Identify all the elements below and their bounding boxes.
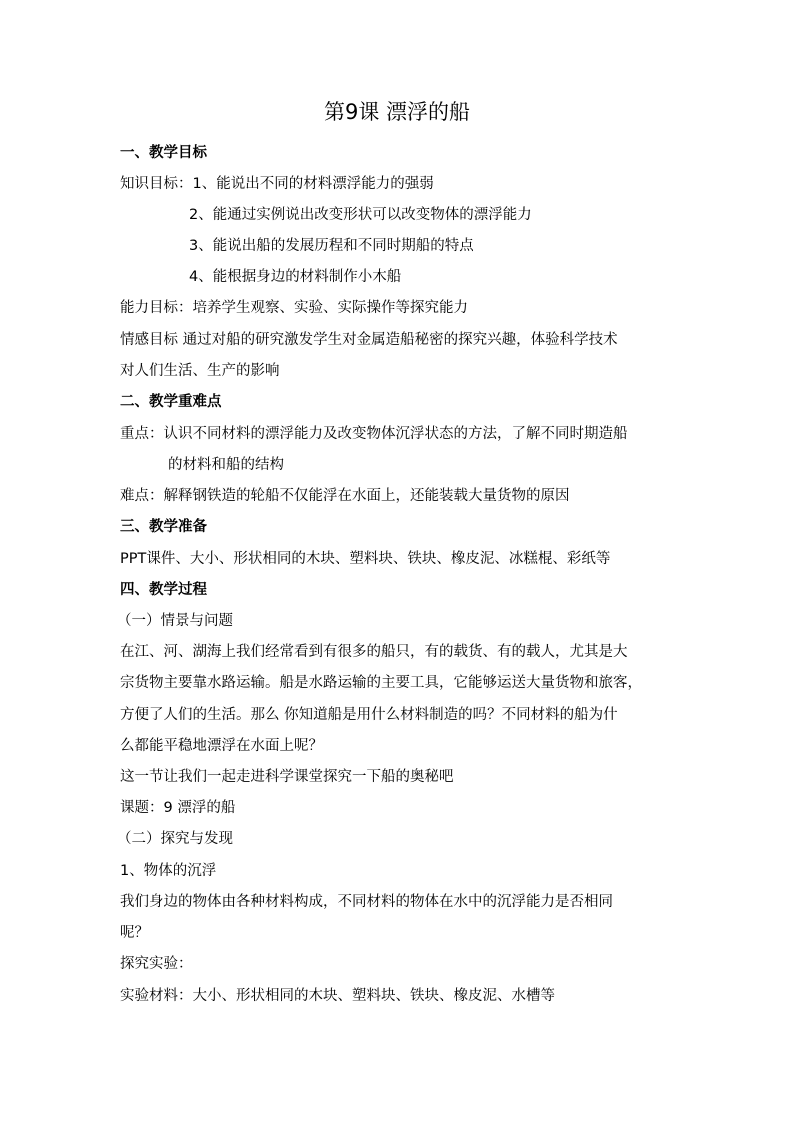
section-heading-preparation: 三、教学准备 [120, 519, 207, 535]
scenario-paragraph-line-1: 在江、河、湖海上我们经常看到有很多的船只，有的载货、有的载人，尤其是大 [120, 644, 628, 660]
scenario-paragraph-line-4: 么都能平稳地漂浮在水面上呢？ [120, 738, 323, 754]
page-title: 第9课 漂浮的船 [323, 100, 471, 124]
emotion-goal-line-1: 情感目标 通过对船的研究激发学生对金属造船秘密的探究兴趣，体验科学技术 [120, 332, 618, 348]
intro-sentence: 这一节让我们一起走进科学课堂探究一下船的奥秘吧 [120, 769, 454, 785]
knowledge-goal-3: 3、能说出船的发展历程和不同时期船的特点 [189, 238, 474, 254]
part-1-title: （一）情景与问题 [117, 613, 233, 629]
scenario-paragraph-line-3: 方便了人们的生活。那么 你知道船是用什么材料制造的吗？不同材料的船为什 [120, 707, 618, 723]
emotion-goal-line-2: 对人们生活、生产的影响 [120, 363, 280, 379]
section-heading-objectives: 一、教学目标 [120, 145, 207, 161]
key-point-line-2: 的材料和船的结构 [168, 457, 284, 473]
key-point-line-1: 重点：认识不同材料的漂浮能力及改变物体沉浮状态的方法，了解不同时期造船 [120, 426, 628, 442]
floating-paragraph-line-1: 我们身边的物体由各种材料构成，不同材料的物体在水中的沉浮能力是否相同 [120, 894, 613, 910]
knowledge-goal-1: 知识目标：1、能说出不同的材料漂浮能力的强弱 [120, 176, 434, 192]
floating-paragraph-line-2: 呢？ [120, 925, 149, 941]
part-2-title: （二）探究与发现 [117, 831, 233, 847]
knowledge-goal-4: 4、能根据身边的材料制作小木船 [189, 269, 402, 285]
preparation-materials: PPT课件、大小、形状相同的木块、塑料块、铁块、橡皮泥、冰糕棍、彩纸等 [120, 551, 611, 567]
section-heading-key-points: 二、教学重难点 [120, 394, 222, 410]
experiment-label: 探究实验： [120, 956, 193, 972]
knowledge-goal-2: 2、能通过实例说出改变形状可以改变物体的漂浮能力 [189, 207, 532, 223]
lesson-topic: 课题：9 漂浮的船 [120, 800, 236, 816]
section-heading-process: 四、教学过程 [120, 582, 207, 598]
scenario-paragraph-line-2: 宗货物主要靠水路运输。船是水路运输的主要工具，它能够运送大量货物和旅客， [120, 675, 642, 691]
difficulty-point: 难点：解释钢铁造的轮船不仅能浮在水面上，还能装载大量货物的原因 [120, 488, 570, 504]
experiment-materials: 实验材料：大小、形状相同的木块、塑料块、铁块、橡皮泥、水槽等 [120, 988, 555, 1004]
ability-goal: 能力目标：培养学生观察、实验、实际操作等探究能力 [120, 300, 468, 316]
subsection-floating: 1、物体的沉浮 [120, 863, 217, 879]
